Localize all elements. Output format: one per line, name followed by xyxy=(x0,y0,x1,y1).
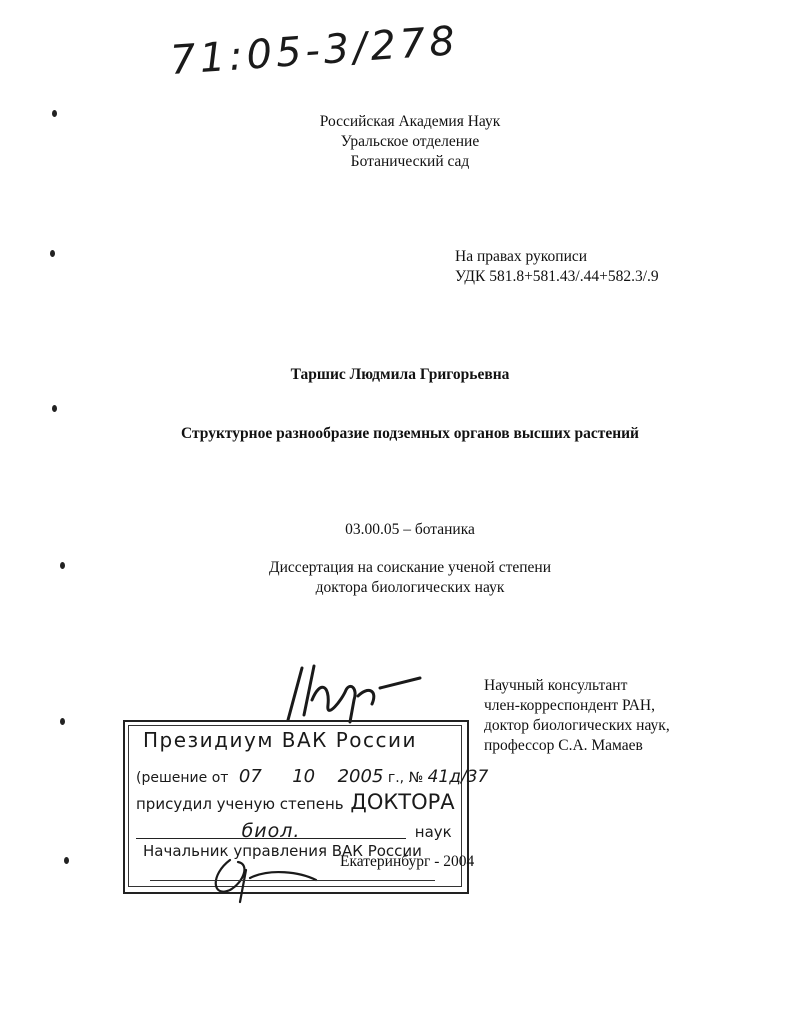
decision-number: 41д/37 xyxy=(427,767,489,787)
field-handwritten: биол. xyxy=(241,820,301,842)
city-year: Екатеринбург - 2004 xyxy=(340,853,475,870)
awarded-text: присудил ученую степень xyxy=(136,795,344,813)
signature-line xyxy=(150,880,435,881)
udk-code: УДК 581.8+581.43/.44+582.3/.9 xyxy=(455,268,659,285)
dissertation-degree xyxy=(200,558,620,598)
degree-word: ДОКТОРА xyxy=(350,790,455,814)
decision-year-suffix: г., № xyxy=(387,770,424,786)
dissertation-title: Структурное разнообразие подземных органов высших растений xyxy=(181,425,639,442)
margin-dot xyxy=(52,405,57,412)
author-name: Таршис Людмила Григорьевна xyxy=(290,366,510,383)
field-suffix: наук xyxy=(414,823,452,841)
institution-line-2: Уральское отделение xyxy=(340,133,480,150)
institution-line-3: Ботанический сад xyxy=(350,153,470,170)
decision-day: 07 xyxy=(238,766,262,787)
margin-dot xyxy=(64,857,69,864)
consultant-line-2: член-корреспондент РАН, xyxy=(484,697,655,714)
stamp-chief: Начальник управления ВАК России xyxy=(143,842,422,860)
decision-month: 10 xyxy=(292,766,316,787)
degree-line-2: доктора биологических наук xyxy=(315,579,505,596)
decision-year: 2005 xyxy=(337,766,384,787)
signature-stamp xyxy=(200,850,320,905)
consultant-block xyxy=(484,676,670,756)
margin-dot xyxy=(60,718,65,725)
margin-dot xyxy=(60,562,65,569)
consultant-line-4: профессор С.А. Мамаев xyxy=(484,737,643,754)
degree-line-1: Диссертация на соискание ученой степени xyxy=(269,559,551,576)
margin-dot xyxy=(50,250,55,257)
specialty-code: 03.00.05 – ботаника xyxy=(345,521,475,538)
stamp-header: Президиум ВАК России xyxy=(143,728,418,752)
rights-line: На правах рукописи xyxy=(455,248,588,265)
stamp-field xyxy=(136,820,456,841)
archive-number: 71:05-3/278 xyxy=(168,17,461,85)
institution-line-1: Российская Академия Наук xyxy=(319,113,501,130)
stamp-decision xyxy=(136,766,488,787)
consultant-line-3: доктор биологических наук, xyxy=(484,717,670,734)
consultant-line-1: Научный консультант xyxy=(484,677,628,694)
margin-dot xyxy=(52,110,57,117)
institution-header xyxy=(260,112,560,172)
rights-block xyxy=(455,247,659,287)
stamp-awarded xyxy=(136,790,455,814)
decision-prefix: (решение от xyxy=(136,770,229,786)
